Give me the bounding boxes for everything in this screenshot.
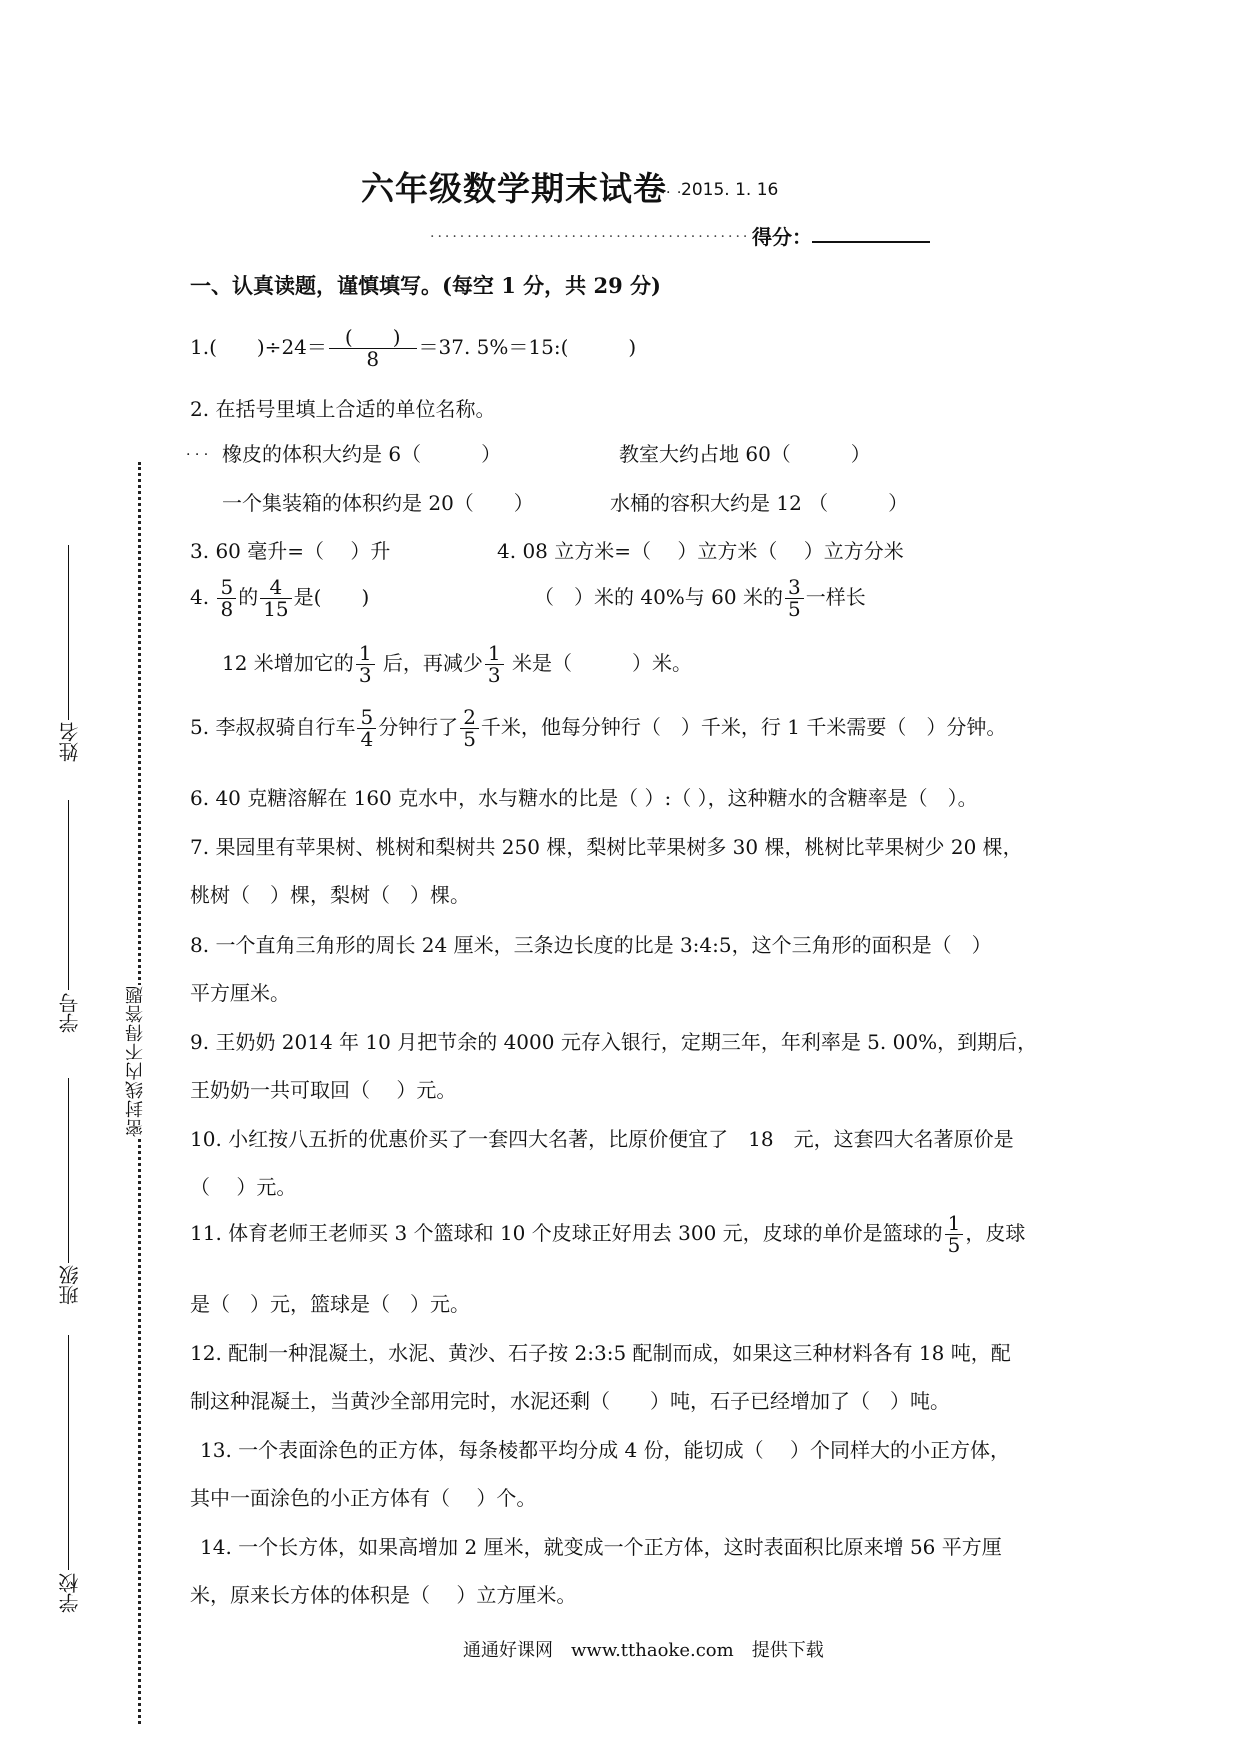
q5-f2-num: 2 <box>463 705 476 729</box>
question-10-line1: 10. 小红按八五折的优惠价买了一套四大名著，比原价便宜了 18 元，这套四大名著原价是 <box>190 1127 1014 1151</box>
q4-number: 4. <box>190 585 210 609</box>
section-heading: 一、认真读题，谨慎填写。(每空 1 分，共 29 分) <box>190 273 661 298</box>
footer-source: 通通好课网 www.tthaoke.com 提供下载 <box>463 1640 824 1661</box>
q5-pre: 5. 李叔叔骑自行车 <box>190 715 356 739</box>
question-9-line2: 王奶奶一共可取回（ ）元。 <box>190 1078 457 1102</box>
question-4 <box>190 577 369 620</box>
q4c-f2-num: 1 <box>487 641 501 665</box>
q1-fraction-numerator: ( ) <box>344 325 401 349</box>
question-2b: 教室大约占地 60（ ） <box>619 442 871 466</box>
question-9-line1: 9. 王奶奶 2014 年 10 月把节余的 4000 元存入银行，定期三年，年利率是 5. 00%，到期后， <box>190 1030 1038 1054</box>
question-3b: 4. 08 立方米=（ ）立方米（ ）立方分米 <box>497 539 904 563</box>
q11-fraction <box>945 1213 964 1256</box>
q1-text-b: ＝37. 5%＝15:( ) <box>418 335 637 359</box>
question-2a: 橡皮的体积大约是 6（ ） <box>222 442 502 466</box>
score-leader-dots: ........................................... <box>430 225 751 241</box>
q2-dots: . . . <box>186 443 209 459</box>
question-7-line2: 桃树（ ）棵，梨树（ ）棵。 <box>190 883 470 907</box>
class-line <box>68 1078 69 1263</box>
question-12-line2: 制这种混凝土，当黄沙全部用完时，水泥还剩（ ）吨，石子已经增加了（ ）吨。 <box>190 1389 950 1413</box>
q4-post: 是( ) <box>293 585 370 609</box>
q4b-f-num: 3 <box>787 575 801 599</box>
question-8-line2: 平方厘米。 <box>190 981 290 1005</box>
question-6: 6. 40 克糖溶解在 160 克水中，水与糖水的比是（ ）:（ ），这种糖水的含糖率是（ ）。 <box>190 786 978 810</box>
question-5 <box>190 707 1006 750</box>
q4-de: 的 <box>238 585 259 609</box>
question-2c: 一个集装箱的体积约是 20（ ） <box>222 491 534 515</box>
name-line <box>68 545 69 720</box>
q4-f2-den: 15 <box>260 598 291 620</box>
student-id-line <box>68 800 69 990</box>
question-10-line2: （ ）元。 <box>190 1175 297 1199</box>
q4c-fraction-1 <box>356 643 375 686</box>
q4c-mid: 后，再减少 <box>382 651 483 675</box>
question-11-line2: 是（ ）元，篮球是（ ）元。 <box>190 1292 470 1316</box>
q4c-f1-num: 1 <box>358 641 372 665</box>
question-1 <box>190 327 636 370</box>
q1-fraction-denominator: 8 <box>329 348 417 370</box>
q4c-pre: 12 米增加它的 <box>222 651 354 675</box>
q4c-post: 米是（ ）米。 <box>512 651 692 675</box>
q5-f1-den: 4 <box>357 728 376 750</box>
page-title: 六年级数学期末试卷 <box>361 169 667 208</box>
question-11-line1 <box>190 1213 1025 1256</box>
student-id-label: 学号 <box>58 993 82 1033</box>
question-4c <box>222 643 692 686</box>
q4b-fraction <box>785 577 804 620</box>
q4c-fraction-2 <box>485 643 504 686</box>
q4b-f-den: 5 <box>785 598 804 620</box>
q1-fraction <box>329 327 417 370</box>
q11-post: ，皮球 <box>965 1221 1026 1245</box>
q11-pre: 11. 体育老师王老师买 3 个篮球和 10 个皮球正好用去 300 元，皮球的单价是篮球的 <box>190 1221 943 1245</box>
q4-fraction-1 <box>217 577 236 620</box>
q4b-pre: （ ）米的 40%与 60 米的 <box>534 585 783 609</box>
class-label: 班级 <box>58 1265 82 1305</box>
q5-post: 千米，他每分钟行（ ）千米，行 1 千米需要（ ）分钟。 <box>480 715 1007 739</box>
question-8-line1: 8. 一个直角三角形的周长 24 厘米，三条边长度的比是 3:4:5，这个三角形的面积是（ ） <box>190 933 992 957</box>
question-13-line2: 其中一面涂色的小正方体有（ ）个。 <box>190 1486 537 1510</box>
school-line <box>68 1335 69 1570</box>
question-3: 3. 60 毫升=（ ）升 <box>190 539 391 563</box>
question-14-line2: 米，原来长方体的体积是（ ）立方厘米。 <box>190 1583 577 1607</box>
q5-mid: 分钟行了 <box>378 715 459 739</box>
q4-fraction-2 <box>260 577 291 620</box>
q4-f1-den: 8 <box>217 598 236 620</box>
question-2: 2. 在括号里填上合适的单位名称。 <box>190 397 496 421</box>
question-14-line1: 14. 一个长方体，如果高增加 2 厘米，就变成一个正方体，这时表面积比原来增 56 平方厘 <box>200 1535 1002 1559</box>
score-label: 得分： <box>752 225 812 249</box>
question-13-line1: 13. 一个表面涂色的正方体，每条棱都平均分成 4 份，能切成（ ）个同样大的小正方体， <box>200 1438 1010 1462</box>
question-4b <box>534 577 866 620</box>
q5-fraction-1 <box>357 707 376 750</box>
q11-f-den: 5 <box>945 1234 964 1256</box>
q5-fraction-2 <box>460 707 479 750</box>
q5-f2-den: 5 <box>460 728 479 750</box>
q4-f2-num: 4 <box>269 575 283 599</box>
q4b-post: 一样长 <box>805 585 866 609</box>
q1-text-a: 1.( )÷24＝ <box>190 335 327 359</box>
title-dots: . . <box>666 181 683 197</box>
school-label: 学校 <box>58 1573 82 1613</box>
exam-date: 2015. 1. 16 <box>681 180 779 200</box>
question-7-line1: 7. 果园里有苹果树、桃树和梨树共 250 棵，梨树比苹果树多 30 棵，桃树比苹果树少 20 棵， <box>190 835 1023 859</box>
q4-f1-num: 5 <box>220 575 234 599</box>
question-2d: 水桶的容积大约是 12 （ ） <box>610 491 909 515</box>
name-label: 姓名 <box>58 722 82 762</box>
q5-f1-num: 5 <box>360 705 374 729</box>
q4c-f2-den: 3 <box>485 664 504 686</box>
question-12-line1: 12. 配制一种混凝土，水泥、黄沙、石子按 2:3:5 配制而成，如果这三种材料各有 18 吨，配 <box>190 1341 1011 1365</box>
q4c-f1-den: 3 <box>356 664 375 686</box>
seal-notice: 密封线内不得答题 <box>123 985 149 1137</box>
score-field[interactable] <box>812 241 930 243</box>
q11-f-num: 1 <box>947 1211 961 1235</box>
